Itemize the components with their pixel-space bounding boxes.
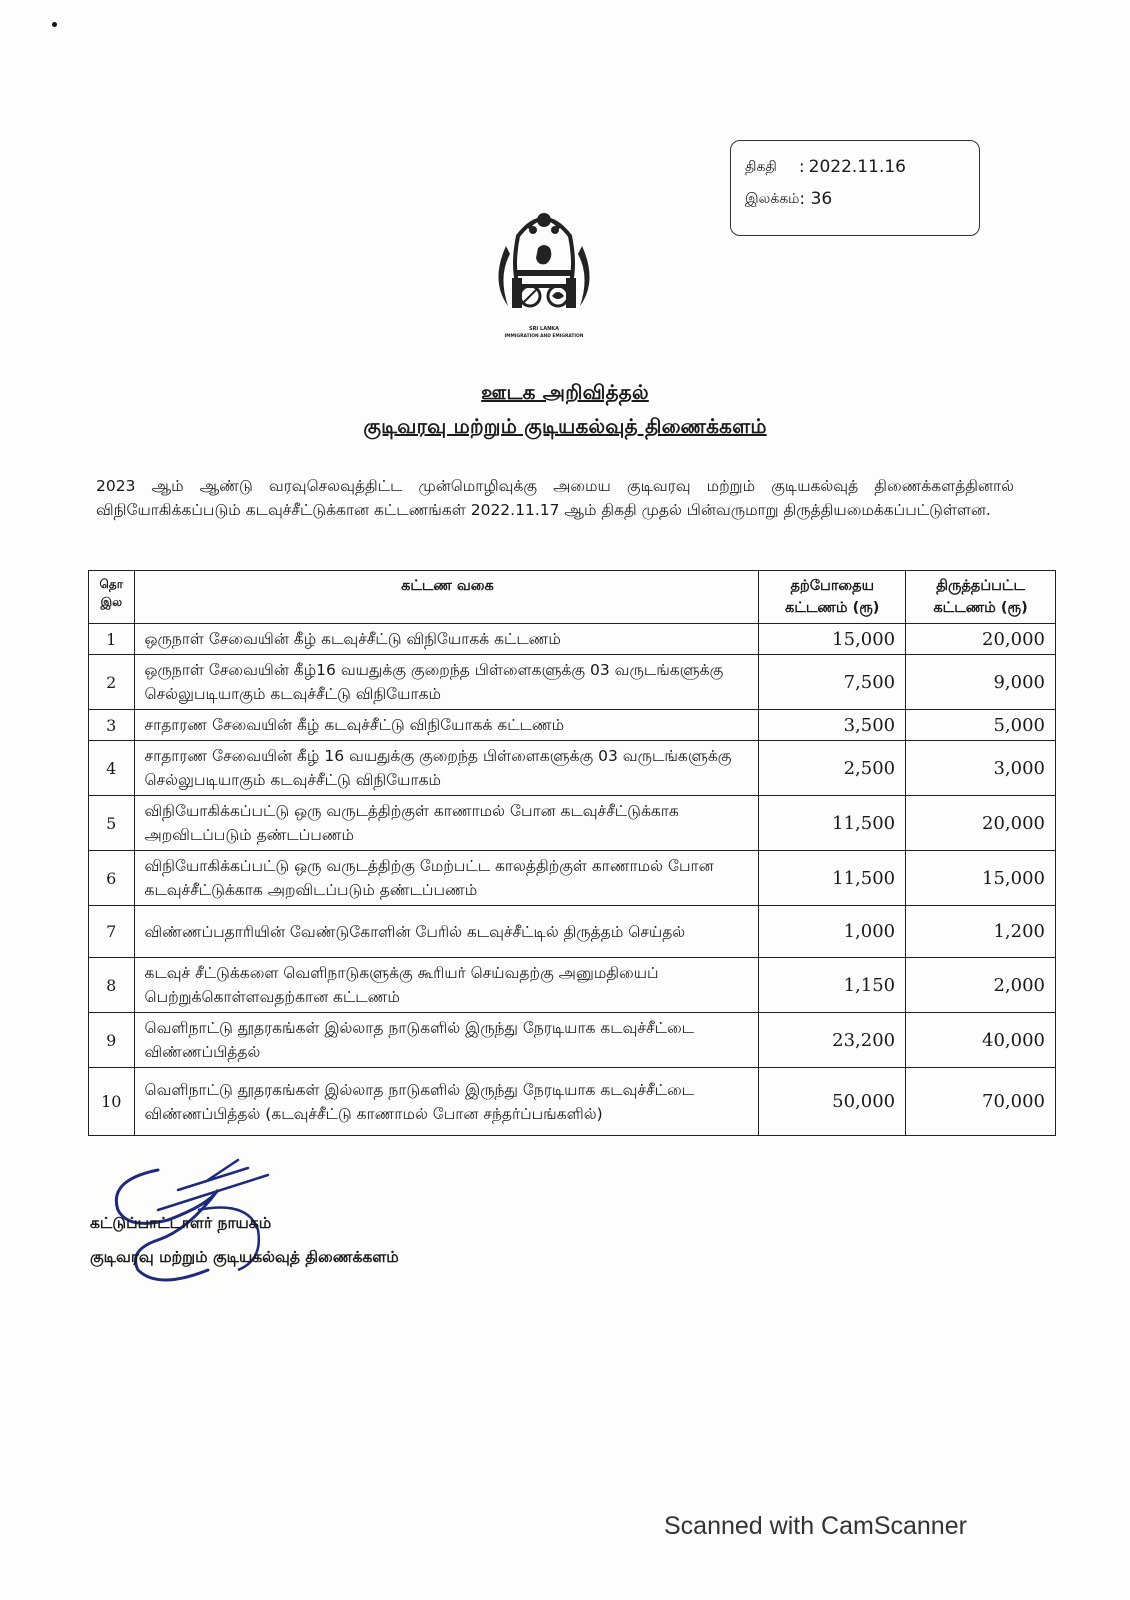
header-revised: திருத்தப்பட்ட கட்டணம் (ரூ) (906, 571, 1056, 624)
row-number: 7 (89, 906, 135, 958)
camscanner-watermark: Scanned with CamScanner (664, 1512, 967, 1540)
row-revised-fee: 3,000 (906, 741, 1056, 796)
row-current-fee: 1,150 (759, 958, 906, 1013)
number-value: 36 (810, 189, 833, 209)
row-revised-fee: 40,000 (906, 1013, 1056, 1068)
row-revised-fee: 9,000 (906, 655, 1056, 710)
row-revised-fee: 15,000 (906, 851, 1056, 906)
header-no: தொ இல (89, 571, 135, 624)
row-description: விண்ணப்பதாரியின் வேண்டுகோளின் பேரில் கடவுச்சீட்டில் திருத்தம் செய்தல் (134, 906, 759, 958)
row-revised-fee: 1,200 (906, 906, 1056, 958)
row-current-fee: 15,000 (759, 624, 906, 655)
scan-dot (52, 22, 57, 27)
row-description: ஒருநாள் சேவையின் கீழ் கடவுச்சீட்டு விநியோகக் கட்டணம் (134, 624, 759, 655)
heading-department: குடிவரவு மற்றும் குடியகல்வுத் திணைக்களம் (363, 414, 767, 438)
number-label: இலக்கம் (745, 191, 800, 207)
intro-paragraph: 2023 ஆம் ஆண்டு வரவுசெலவுத்திட்ட முன்மொழிவுக்கு அமைய குடிவரவு மற்றும் குடியகல்வுத் திணைக்களத்தினால் விநியோகிக்கப்படும் கடவுச்சீட்டுக்கான கட்டணங்கள் 2022.11.17 ஆம் திகதி முதல் பின்வருமாறு திருத்தியமைக்கப்பட்டுள்ளன. (96, 477, 1014, 519)
row-current-fee: 11,500 (759, 851, 906, 906)
reference-box (730, 140, 980, 236)
number-row: இலக்கம் : 36 (745, 183, 965, 215)
header-current: தற்போதைய கட்டணம் (ரூ) (759, 571, 906, 624)
row-description: சாதாரண சேவையின் கீழ் கடவுச்சீட்டு விநியோகக் கட்டணம் (134, 710, 759, 741)
table-row (89, 655, 1056, 710)
heading-media-notice: ஊடக அறிவித்தல் (481, 380, 649, 404)
row-number: 4 (89, 741, 135, 796)
date-label: திகதி (745, 159, 777, 175)
row-number: 10 (89, 1068, 135, 1136)
row-number: 9 (89, 1013, 135, 1068)
fee-table (88, 570, 1056, 1136)
row-description: ஒருநாள் சேவையின் கீழ்16 வயதுக்கு குறைந்த பிள்ளைகளுக்கு 03 வருடங்களுக்கு செல்லுபடியாகும் கடவுச்சீட்டு விநியோகம் (134, 655, 759, 710)
row-revised-fee: 20,000 (906, 796, 1056, 851)
table-row (89, 958, 1056, 1013)
row-number: 3 (89, 710, 135, 741)
row-description: வெளிநாட்டு தூதரகங்கள் இல்லாத நாடுகளில் இருந்து நேரடியாக கடவுச்சீட்டை விண்ணப்பித்தல் (கடவுச்சீட்டு காணாமல் போன சந்தர்ப்பங்களில்) (134, 1068, 759, 1136)
row-revised-fee: 70,000 (906, 1068, 1056, 1136)
row-description: வெளிநாட்டு தூதரகங்கள் இல்லாத நாடுகளில் இருந்து நேரடியாக கடவுச்சீட்டை விண்ணப்பித்தல் (134, 1013, 759, 1068)
signatory-title: கட்டுப்பாட்டாளர் நாயகம் (90, 1214, 272, 1232)
date-value: 2022.11.16 (808, 157, 906, 177)
header-type: கட்டண வகை (134, 571, 759, 624)
table-row (89, 624, 1056, 655)
row-current-fee: 11,500 (759, 796, 906, 851)
row-current-fee: 2,500 (759, 741, 906, 796)
row-number: 5 (89, 796, 135, 851)
emblem-logo (488, 206, 600, 346)
row-current-fee: 50,000 (759, 1068, 906, 1136)
row-description: விநியோகிக்கப்பட்டு ஒரு வருடத்திற்குள் காணாமல் போன கடவுச்சீட்டுக்காக அறவிடப்படும் தண்டப்பணம் (134, 796, 759, 851)
heading (0, 375, 1130, 443)
row-current-fee: 3,500 (759, 710, 906, 741)
row-revised-fee: 2,000 (906, 958, 1056, 1013)
row-number: 1 (89, 624, 135, 655)
svg-text:IMMIGRATION AND EMIGRATION: IMMIGRATION AND EMIGRATION (504, 334, 584, 339)
row-description: கடவுச் சீட்டுக்களை வெளிநாடுகளுக்கு கூரியர் செய்வதற்கு அனுமதியைப் பெற்றுக்கொள்ளவதற்கான கட்டணம் (134, 958, 759, 1013)
row-current-fee: 7,500 (759, 655, 906, 710)
table-row (89, 741, 1056, 796)
table-row (89, 1068, 1056, 1136)
table-row (89, 1013, 1056, 1068)
table-row (89, 906, 1056, 958)
table-row (89, 851, 1056, 906)
row-number: 6 (89, 851, 135, 906)
row-current-fee: 1,000 (759, 906, 906, 958)
svg-text:SRI LANKA: SRI LANKA (528, 326, 560, 332)
row-description: விநியோகிக்கப்பட்டு ஒரு வருடத்திற்கு மேற்பட்ட காலத்திற்குள் காணாமல் போன கடவுச்சீட்டுக்காக அறவிடப்படும் தண்டப்பணம் (134, 851, 759, 906)
row-number: 2 (89, 655, 135, 710)
fee-table-header (89, 571, 1056, 624)
row-description: சாதாரண சேவையின் கீழ் 16 வயதுக்கு குறைந்த பிள்ளைகளுக்கு 03 வருடங்களுக்கு செல்லுபடியாகும் கடவுச்சீட்டு விநியோகம் (134, 741, 759, 796)
signatory-department: குடிவரவு மற்றும் குடியகல்வுத் திணைக்களம் (90, 1248, 399, 1266)
row-current-fee: 23,200 (759, 1013, 906, 1068)
row-revised-fee: 20,000 (906, 624, 1056, 655)
table-row (89, 796, 1056, 851)
row-number: 8 (89, 958, 135, 1013)
table-row (89, 710, 1056, 741)
signatory-block (90, 1206, 399, 1274)
date-row: திகதி : 2022.11.16 (745, 151, 965, 183)
row-revised-fee: 5,000 (906, 710, 1056, 741)
